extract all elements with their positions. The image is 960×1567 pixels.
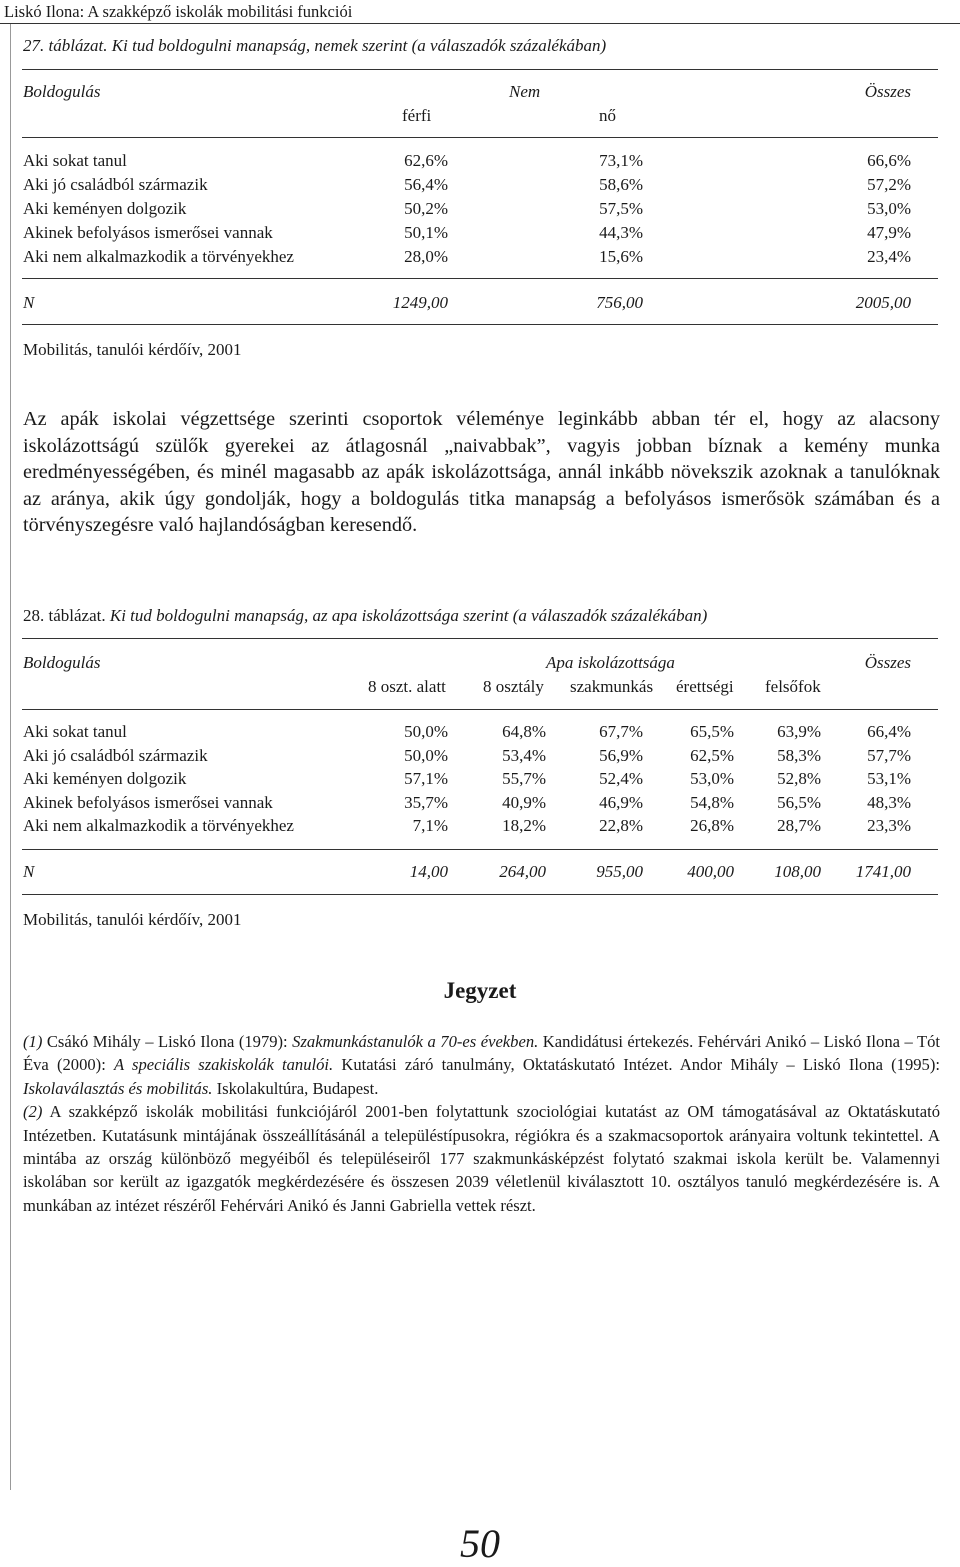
table27-caption-number: 27. táblázat. bbox=[23, 36, 108, 55]
cell-no: 15,6% bbox=[599, 247, 643, 266]
cell: 65,5% bbox=[690, 722, 734, 741]
subheader-szakmunkas: szakmunkás bbox=[570, 677, 654, 696]
cell-total: 66,4% bbox=[867, 722, 911, 741]
row-label: Akinek befolyásos ismerősei vannak bbox=[23, 223, 273, 242]
row-label: Aki sokat tanul bbox=[23, 151, 127, 170]
row-label: Aki nem alkalmazkodik a törvényekhez bbox=[23, 816, 294, 835]
table28-header-col0: Boldogulás bbox=[23, 653, 101, 672]
subheader-8-oszt-alatt: 8 oszt. alatt bbox=[368, 677, 446, 696]
body-paragraph bbox=[23, 406, 940, 539]
cell-total: 57,7% bbox=[867, 746, 911, 765]
paragraph-text: Az apák iskolai végzettsége szerinti csoportok véleménye leginkább abban tér el, hogy az alacsony iskolázottságú szülők gyerekei az átlagosnál „naivabbak”, vagyis jobban bíznak a kemény munka eredményességében, és minél magasabb az apák iskolázottsága, annál inkább növekszik azoknak a tanulóknak az aránya, akik úgy gondolják, hogy a boldogulás titka manapság a befolyásos ismerősök számában és a törvényszegésre való hajlandóságban keresendő. bbox=[23, 408, 940, 536]
cell: 62,5% bbox=[690, 746, 734, 765]
cell-ferfi: 28,0% bbox=[404, 247, 448, 266]
table28-caption-number: 28. táblázat. bbox=[23, 606, 106, 625]
table28-bottom-rule bbox=[22, 894, 938, 895]
table28-subheader-row bbox=[23, 677, 938, 701]
table28-source: Mobilitás, tanulói kérdőív, 2001 bbox=[23, 910, 242, 929]
row-label: Aki keményen dolgozik bbox=[23, 769, 187, 788]
note-2-text: A szakképző iskolák mobilitási funkciójáról 2001-ben folytattunk szociológiai kutatást az OM támogatásával az Oktatáskutató Intézetben. Kutatásunk mintájának összeállításánál a településtípusokra, régiókra és a szakmacsoportok arányaira voltunk tekintettel. A mintába az ország különböző megyéiből és településeiről 177 szakmunkásképzést folytató szakmai iskola került be. Valamennyi iskolában sor került az igazgatók megkérdezésére és összesen 2039 véletlenül kiválasztott 10. osztályos tanuló megkérdezésére is. A munkában az intézet részéről Fehérvári Anikó és Janni Gabriella vettek részt. bbox=[23, 1102, 940, 1215]
cell-total: 66,6% bbox=[867, 151, 911, 170]
cell-n: 400,00 bbox=[687, 862, 734, 881]
table28-header-total: Összes bbox=[864, 653, 911, 672]
cell: 64,8% bbox=[502, 722, 546, 741]
cell: 28,7% bbox=[777, 816, 821, 835]
table27-header-group: Nem bbox=[509, 82, 541, 101]
cell-ferfi: 62,6% bbox=[404, 151, 448, 170]
table28-header-group: Apa iskolázottsága bbox=[546, 653, 675, 672]
table27-n-row bbox=[23, 293, 938, 317]
table-row bbox=[23, 175, 938, 199]
table-row bbox=[23, 247, 938, 271]
table28-header-rule bbox=[22, 709, 938, 710]
cell-no: 57,5% bbox=[599, 199, 643, 218]
table28-header-row bbox=[23, 653, 938, 677]
table27-header-total: Összes bbox=[864, 82, 911, 101]
row-label: Akinek befolyásos ismerősei vannak bbox=[23, 793, 273, 812]
table28-caption bbox=[23, 606, 707, 626]
note-1 bbox=[23, 1030, 940, 1100]
table27-bottom-rule bbox=[22, 324, 938, 325]
note-2 bbox=[23, 1100, 940, 1217]
cell-n: 955,00 bbox=[596, 862, 643, 881]
cell: 53,4% bbox=[502, 746, 546, 765]
table27-top-rule bbox=[22, 69, 938, 70]
table28-body-rule bbox=[22, 849, 938, 850]
table-row bbox=[23, 199, 938, 223]
notes-body bbox=[23, 1030, 940, 1217]
subheader-8-osztaly: 8 osztály bbox=[483, 677, 544, 696]
cell: 57,1% bbox=[404, 769, 448, 788]
cell-n: 264,00 bbox=[499, 862, 546, 881]
subheader-erettsegi: érettségi bbox=[676, 677, 734, 696]
note-1-text: Csákó Mihály – Liskó Ilona (1979): bbox=[42, 1032, 293, 1051]
note-1-text: Iskolakultúra, Budapest. bbox=[212, 1078, 379, 1098]
table28-top-rule bbox=[22, 638, 938, 639]
cell: 35,7% bbox=[404, 793, 448, 812]
cell-n-no: 756,00 bbox=[596, 293, 643, 312]
table-row bbox=[23, 793, 938, 817]
table27-caption-text: Ki tud boldogulni manapság, nemek szerint (a válaszadók százalékában) bbox=[111, 36, 607, 55]
table-row bbox=[23, 816, 938, 840]
table-row bbox=[23, 151, 938, 175]
table27-body-rule bbox=[22, 278, 938, 279]
note-1-title-italic: A speciális szakiskolák tanulói. bbox=[114, 1055, 334, 1075]
table27-source: Mobilitás, tanulói kérdőív, 2001 bbox=[23, 340, 242, 359]
cell: 58,3% bbox=[777, 746, 821, 765]
cell-no: 58,6% bbox=[599, 175, 643, 194]
cell: 67,7% bbox=[599, 722, 643, 741]
cell-total: 23,3% bbox=[867, 816, 911, 835]
row-label: Aki jó családból származik bbox=[23, 175, 208, 194]
table-row bbox=[23, 769, 938, 793]
cell-total: 48,3% bbox=[867, 793, 911, 812]
table27-header-rule bbox=[22, 137, 938, 138]
row-label: Aki sokat tanul bbox=[23, 722, 127, 741]
cell-no: 73,1% bbox=[599, 151, 643, 170]
row-label: Aki nem alkalmazkodik a törvényekhez bbox=[23, 247, 294, 266]
row-label: Aki jó családból származik bbox=[23, 746, 208, 765]
cell: 50,0% bbox=[404, 746, 448, 765]
subheader-felsofok: felsőfok bbox=[765, 677, 821, 696]
row-label: Aki keményen dolgozik bbox=[23, 199, 187, 218]
cell: 56,5% bbox=[777, 793, 821, 812]
running-title: Liskó Ilona: A szakképző iskolák mobilitási funkciói bbox=[4, 2, 353, 21]
cell: 7,1% bbox=[412, 816, 448, 835]
cell-n: 14,00 bbox=[409, 862, 448, 881]
cell: 22,8% bbox=[599, 816, 643, 835]
n-label: N bbox=[23, 293, 35, 312]
table27-caption bbox=[23, 36, 606, 56]
note-2-marker: (2) bbox=[23, 1102, 43, 1122]
cell-n-total: 2005,00 bbox=[855, 293, 911, 312]
cell-n-total: 1741,00 bbox=[855, 862, 911, 881]
cell-total: 53,0% bbox=[867, 199, 911, 218]
header-rule bbox=[0, 23, 960, 24]
table27-subheader-no: nő bbox=[599, 106, 616, 125]
table28-n-row bbox=[23, 862, 938, 886]
cell: 40,9% bbox=[502, 793, 546, 812]
cell-total: 47,9% bbox=[867, 223, 911, 242]
cell-ferfi: 50,2% bbox=[404, 199, 448, 218]
margin-rule bbox=[10, 24, 11, 1490]
table-row bbox=[23, 746, 938, 770]
cell-no: 44,3% bbox=[599, 223, 643, 242]
table27-header-row bbox=[23, 82, 938, 106]
note-1-title-italic: Iskolaválasztás és mobilitás. bbox=[23, 1078, 213, 1098]
cell-total: 23,4% bbox=[867, 247, 911, 266]
cell: 18,2% bbox=[502, 816, 546, 835]
table27-subheader-row bbox=[23, 106, 938, 130]
note-1-text: Kutatási záró tanulmány, Oktatáskutató Intézet. Andor Mihály – Liskó Ilona (1995): bbox=[333, 1055, 940, 1075]
cell: 50,0% bbox=[404, 722, 448, 741]
cell-n: 108,00 bbox=[774, 862, 821, 881]
cell-ferfi: 56,4% bbox=[404, 175, 448, 194]
cell-total: 57,2% bbox=[867, 175, 911, 194]
table-row bbox=[23, 223, 938, 247]
cell: 52,4% bbox=[599, 769, 643, 788]
table-row bbox=[23, 722, 938, 746]
table27-subheader-ferfi: férfi bbox=[402, 106, 432, 125]
note-1-marker: (1) bbox=[23, 1032, 43, 1051]
n-label: N bbox=[23, 862, 35, 881]
note-1-text: Kandidátusi értekezés. Fehérvári Anikó – Liskó Ilona – Tót Éva (2000): bbox=[23, 1032, 940, 1075]
notes-title: Jegyzet bbox=[443, 978, 517, 1003]
cell: 52,8% bbox=[777, 769, 821, 788]
cell: 26,8% bbox=[690, 816, 734, 835]
cell-n-ferfi: 1249,00 bbox=[392, 293, 448, 312]
cell: 54,8% bbox=[690, 793, 734, 812]
cell: 53,0% bbox=[690, 769, 734, 788]
cell: 55,7% bbox=[502, 769, 546, 788]
cell: 46,9% bbox=[599, 793, 643, 812]
cell-total: 53,1% bbox=[867, 769, 911, 788]
page-number: 50 bbox=[460, 1521, 500, 1566]
table28-caption-text: Ki tud boldogulni manapság, az apa iskolázottsága szerint (a válaszadók százalékában) bbox=[109, 606, 708, 625]
cell-ferfi: 50,1% bbox=[404, 223, 448, 242]
note-1-title-italic: Szakmunkástanulók a 70-es években. bbox=[292, 1032, 539, 1051]
table27-header-col0: Boldogulás bbox=[23, 82, 101, 101]
cell: 63,9% bbox=[777, 722, 821, 741]
cell: 56,9% bbox=[599, 746, 643, 765]
